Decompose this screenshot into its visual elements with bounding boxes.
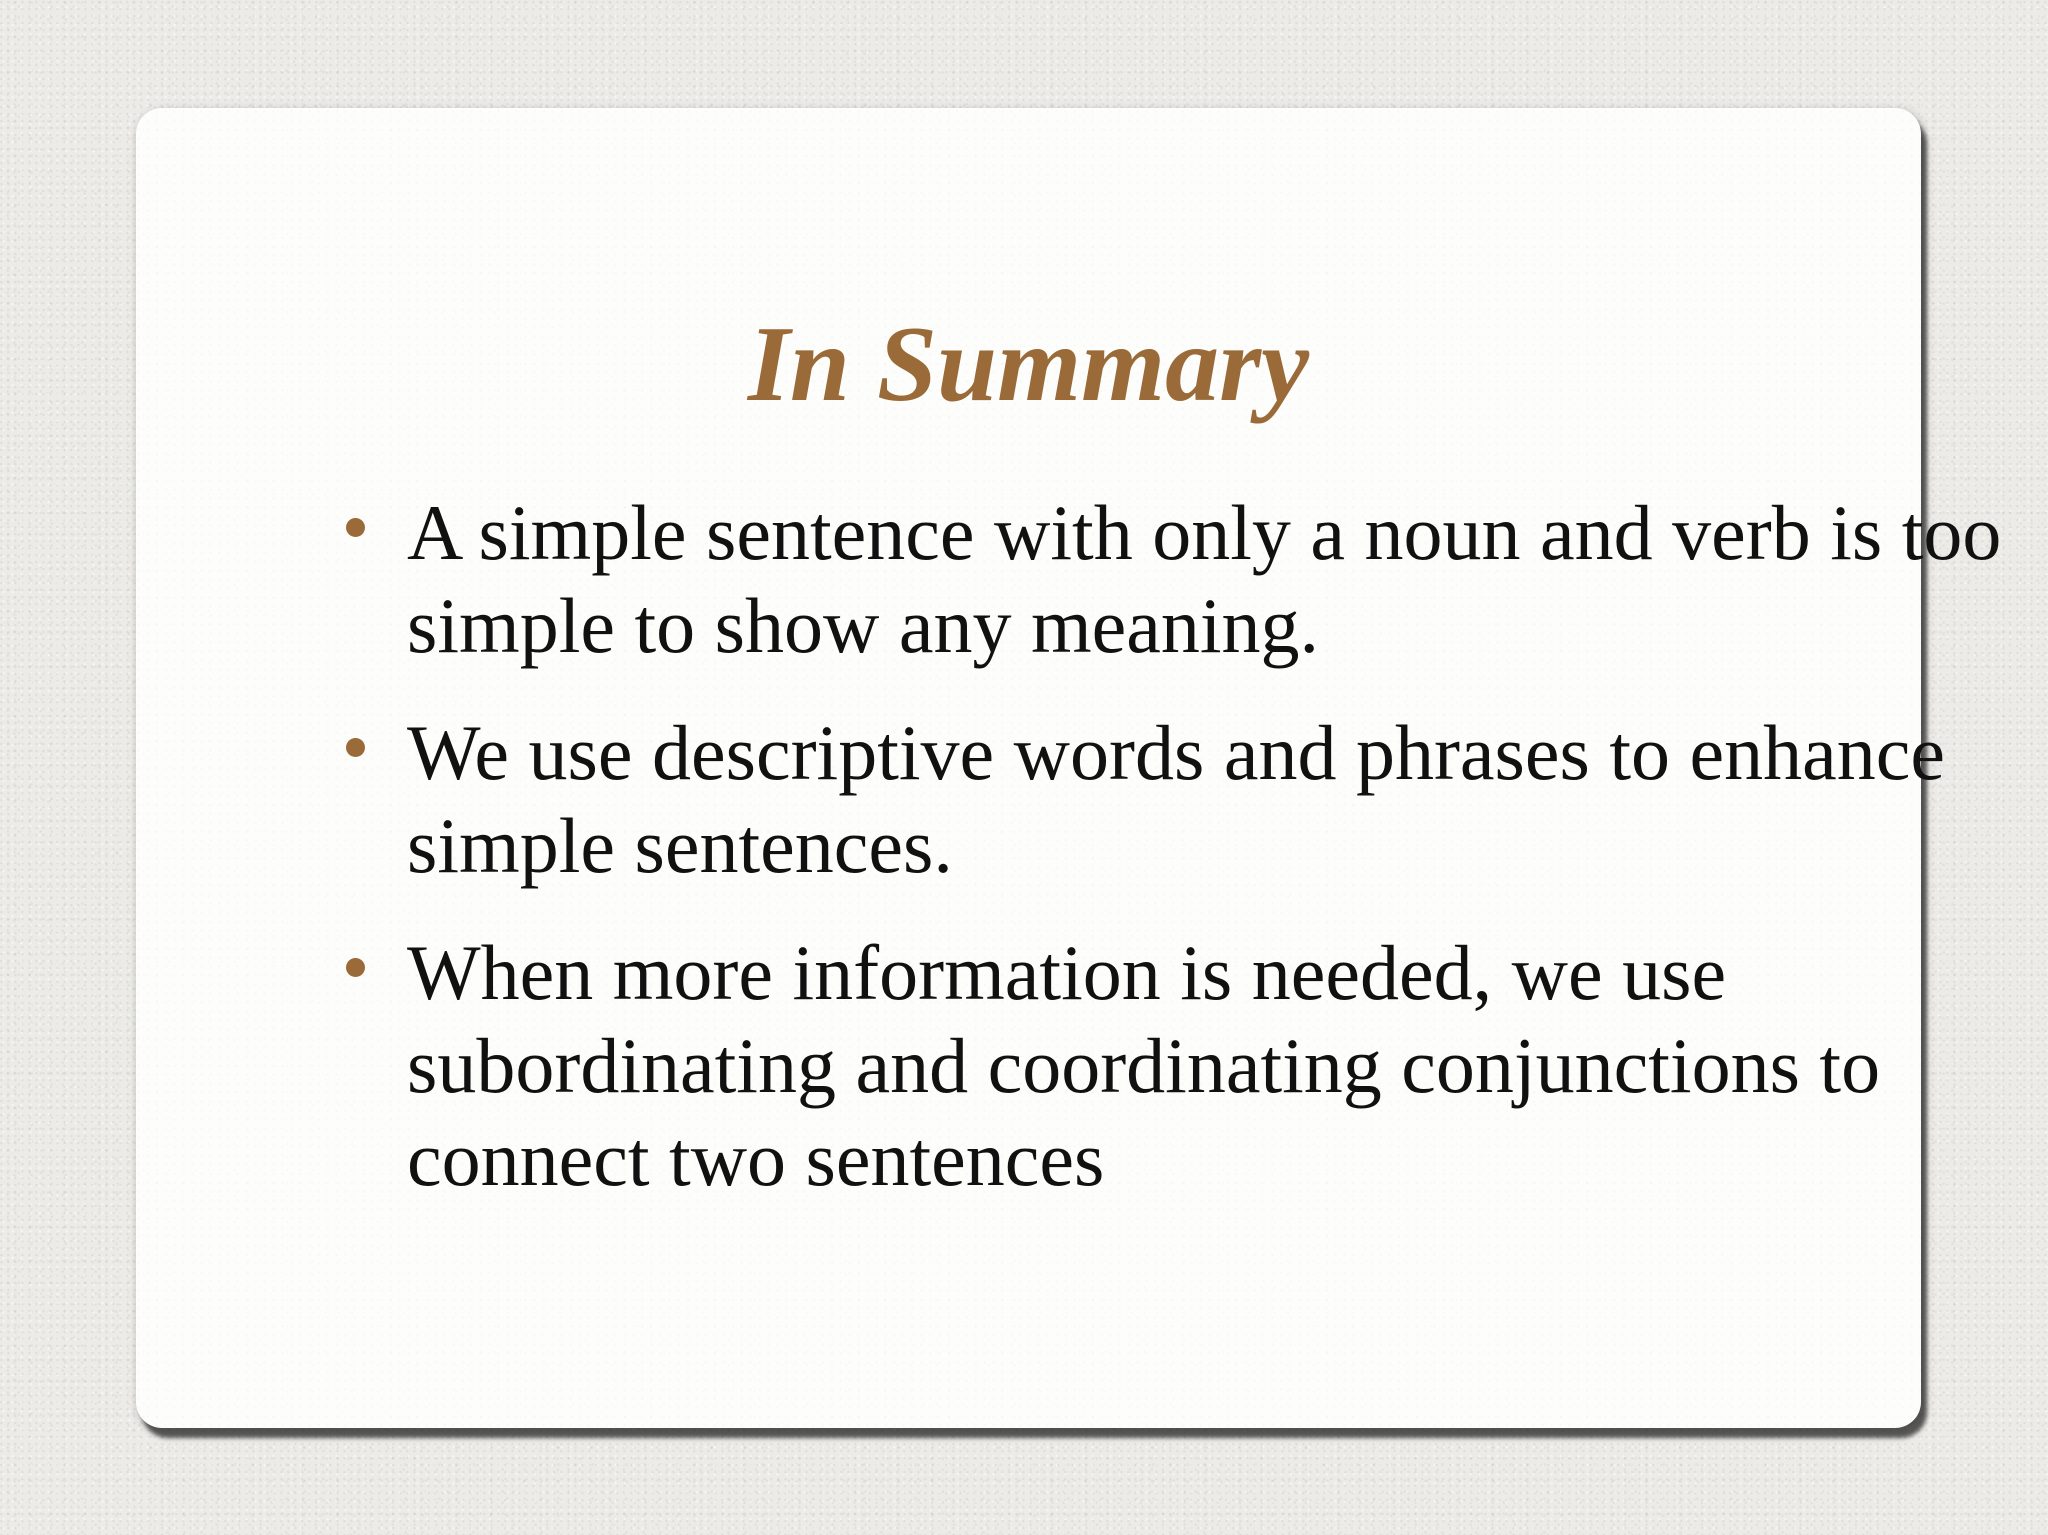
bullet-list [336, 486, 2016, 1239]
slide-title: In Summary [747, 305, 1310, 424]
bullet-dot-icon [346, 518, 365, 537]
list-item [336, 926, 2016, 1205]
bullet-dot-icon [346, 958, 365, 977]
slide-card [136, 108, 2002, 1428]
bullet-dot-icon [346, 738, 365, 757]
list-item [336, 706, 2016, 892]
list-item [336, 486, 2016, 672]
bullet-text: When more information is needed, we use subordinating and coordinating conjunctions to connect two sentences [407, 929, 1881, 1202]
bullet-text: We use descriptive words and phrases to enhance simple sentences. [407, 709, 1946, 889]
bullet-text: A simple sentence with only a noun and verb is too simple to show any meaning. [407, 489, 2002, 669]
